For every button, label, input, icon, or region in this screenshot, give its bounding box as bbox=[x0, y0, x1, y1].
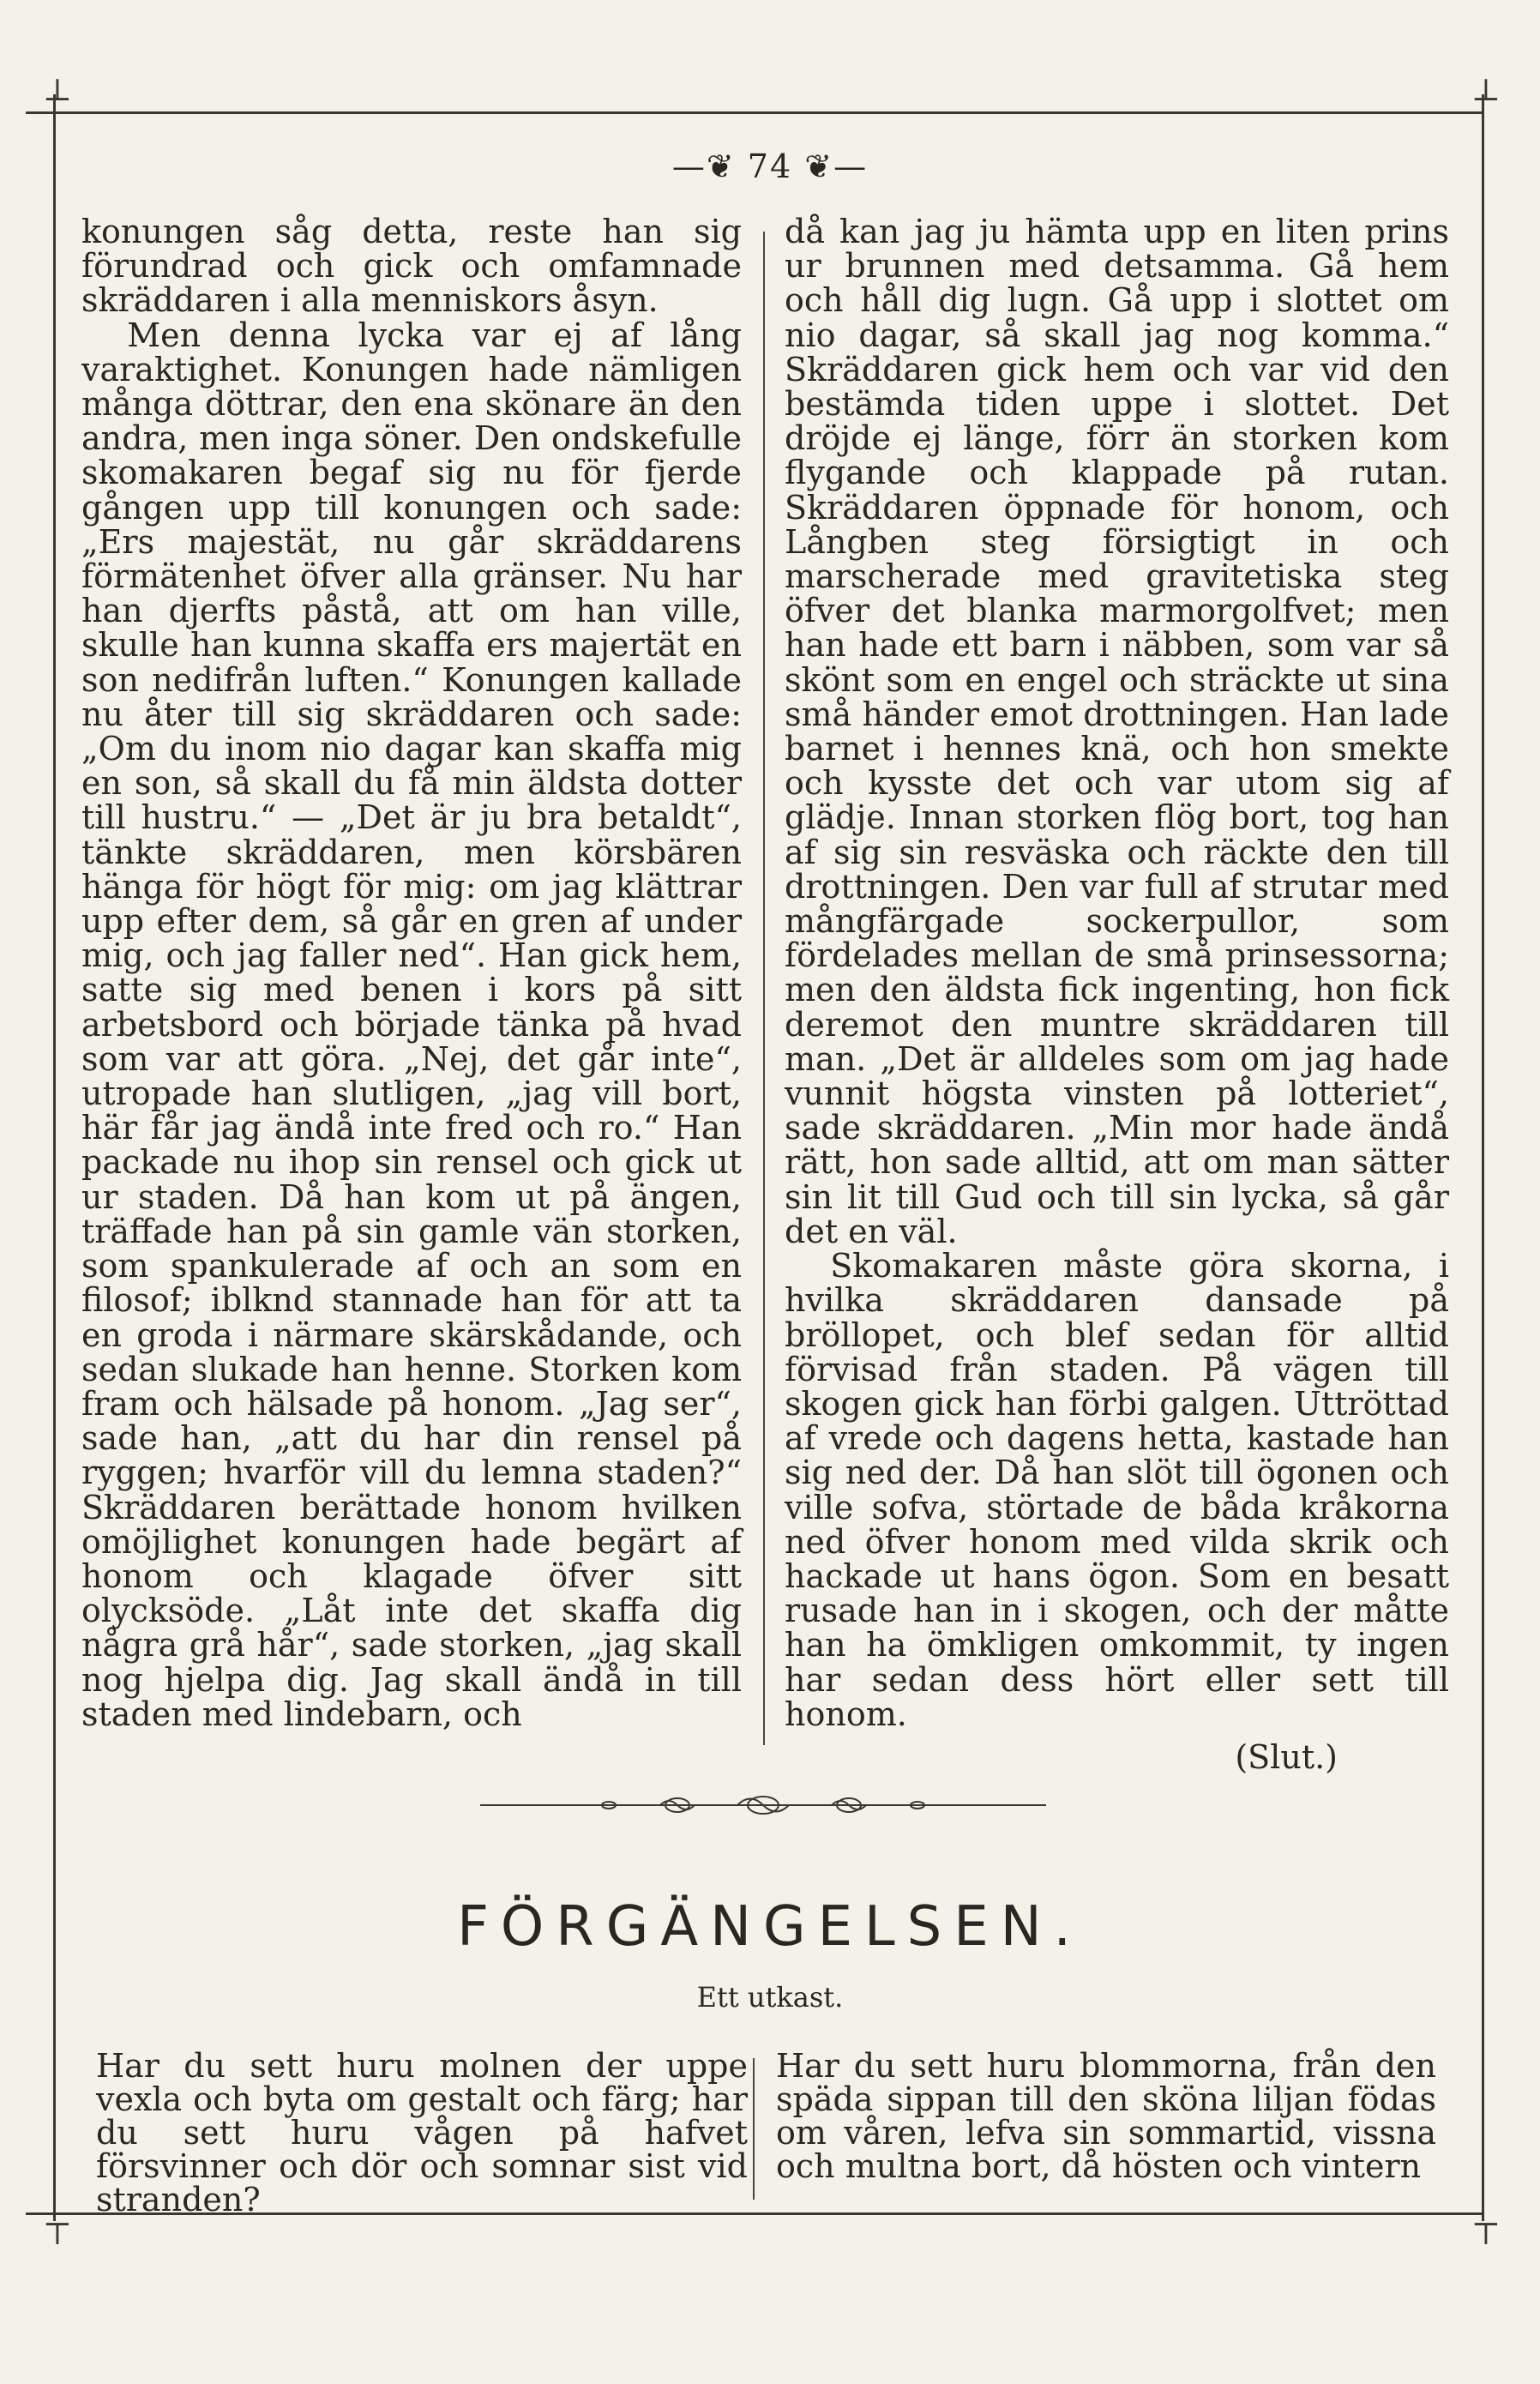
crop-mark-icon: ⊤ bbox=[1471, 2217, 1501, 2252]
bottom-left-column: Har du sett huru molnen der uppe vexla och byta om gestalt och färg; har du sett huru vågen på hafvet försvinner och dör och somnar sist vid stranden? bbox=[96, 2047, 748, 2218]
article-subtitle: Ett utkast. bbox=[696, 1981, 844, 2014]
crop-mark-icon: ⊥ bbox=[43, 73, 72, 108]
top-frame-rule bbox=[26, 111, 1483, 114]
column-divider bbox=[753, 2058, 755, 2200]
column-divider bbox=[763, 232, 765, 1745]
page-number: —❦ 74 ❦— bbox=[671, 147, 869, 185]
article-title: FÖRGÄNGELSEN. bbox=[457, 1895, 1083, 1959]
paragraph: Men denna lycka var ej af lång varaktighet. Konungen hade nämligen många döttrar, den ena skönare än den andra, men inga söner. Den ondskefulle skomakaren begaf sig nu för fjerde gången upp till konungen och sade: „Ers majestät, nu går skräddarens förmätenhet öfver alla gränser. Nu har han djerfts påstå, att om han ville, skulle han kunna skaffa ers majertät en son nedifrån luften.“ Konungen kallade nu åter till sig skräddaren och sade: „Om du inom nio dagar kan skaffa mig en son, så skall du få min äldsta dotter till hustru.“ — „Det är ju bra betaldt“, tänkte skräddaren, men körsbären hänga för högt för mig: om jag klättrar upp efter dem, så går en gren af under mig, och jag faller ned“. Han gick hem, satte sig med benen i kors på sitt arbetsbord och började tänka på hvad som var att göra. „Nej, det går inte“, utropade han slutligen, „jag vill bort, här får jag ändå inte fred och ro.“ Han packade nu ihop sin rensel och gick ut ur staden. Då han kom ut på ängen, träffade han på sin gamle vän storken, som spankulerade af och an som en filosof; iblknd stannade han för att ta en groda i närmare skärskådande, och sedan slukade han henne. Storken kom fram och hälsade på honom. „Jag ser“, sade han, „att du har din rensel på ryggen; hvarför vill du lemna staden?“ Skräddaren berättade honom hvilken omöjlighet konungen hade begärt af honom och klagade öfver sitt olycksöde. „Låt inte det skaffa dig några grå hår“, sade storken, „jag skall nog hjelpa dig. Jag skall ändå in till staden med lindebarn, och bbox=[81, 316, 742, 1733]
crop-mark-icon: ⊥ bbox=[1471, 73, 1501, 108]
paragraph: Skomakaren måste göra skorna, i hvilka skräddaren dansade på bröllopet, och blef sedan för alltid förvisad från staden. På vägen till skogen gick han förbi galgen. Uttröttad af vrede och dagens hetta, kastade han sig ned der. Då han slöt till ögonen och ville sofva, störtade de båda kråkorna ned öfver honom med vilda skrik och hackade ut hans ögon. Som en besatt rusade han in i skogen, och der måtte han ha ömkligen omkommit, ty ingen har sedan dess hört eller sett till honom. bbox=[785, 1247, 1449, 1733]
paragraph: konungen såg detta, reste han sig förundrad och gick och omfamnade skräddaren i alla menniskors åsyn. bbox=[81, 213, 742, 320]
crop-mark-icon: ⊤ bbox=[43, 2217, 72, 2252]
left-column bbox=[81, 214, 742, 1731]
end-mark: (Slut.) bbox=[1235, 1737, 1338, 1776]
paragraph: då kan jag ju hämta upp en liten prins ur brunnen med detsamma. Gå hem och håll dig lugn. Gå upp i slottet om nio dagar, så skall jag nog komma.“ Skräddaren gick hem och var vid den bestämda tiden uppe i slottet. Det dröjde ej länge, förr än storken kom flygande och klappade på rutan. Skräddaren öppnade för honom, och Långben steg försigtigt in och marscherade med gravitetiska steg öfver det blanka marmorgolfvet; men han hade ett barn i näbben, som var så skönt som en engel och sträckte ut sina små händer emot drottningen. Han lade barnet i hennes knä, och hon smekte och kysste det och var utom sig af glädje. Innan storken flög bort, tog han af sig sin resväska och räckte den till drottningen. Den var full af strutar med mångfärgade sockerpullor, som fördelades mellan de små prinsessorna; men den äldsta fick ingenting, hon fick deremot den muntre skräddaren till man. „Det är alldeles som om jag hade vunnit högsta vinsten på lotteriet“, sade skräddaren. „Min mor hade ändå rätt, hon sade alltid, att om man sätter sin lit till Gud och till sin lycka, så går det en väl. bbox=[785, 213, 1449, 1250]
right-column bbox=[785, 214, 1449, 1774]
bottom-right-column: Har du sett huru blommorna, från den späda sippan till den sköna liljan födas om våren, lefva sin sommartid, vissna och multna bort, då hösten och vintern bbox=[776, 2047, 1436, 2185]
ornament-divider bbox=[480, 1788, 1046, 1822]
